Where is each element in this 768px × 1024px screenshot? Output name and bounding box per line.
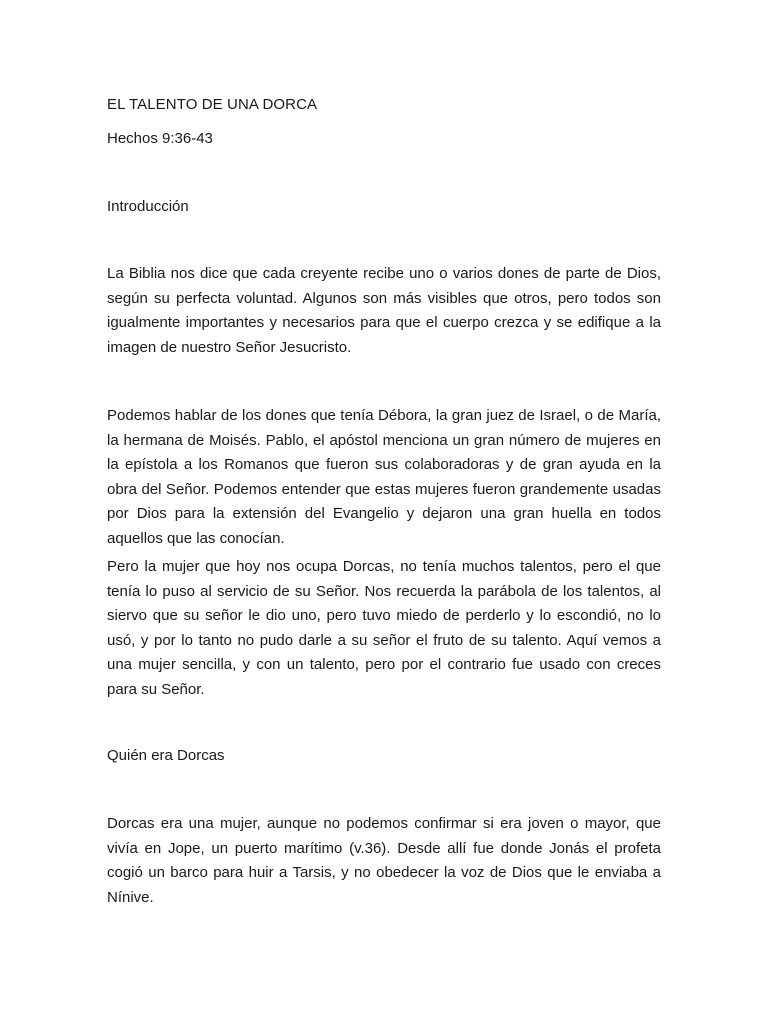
paragraph: Dorcas era una mujer, aunque no podemos confirmar si era joven o mayor, que vivía en Jope, un puerto marítimo (v.36). Desde allí fue donde Jonás el profeta cogió un barco para huir a Tarsis, y no obedecer la voz de Dios que le enviaba a Nínive. xyxy=(107,815,661,906)
document-title: EL TALENTO DE UNA DORCA xyxy=(107,96,318,113)
paragraph: La Biblia nos dice que cada creyente recibe uno o varios dones de parte de Dios, según su perfecta voluntad. Algunos son más visibles que otros, pero todos son igualmente importantes y necesarios para que el cuerpo crezca y se edifique a la imagen de nuestro Señor Jesucristo. xyxy=(107,265,661,356)
section-heading-introduccion: Introducción xyxy=(107,198,189,215)
section-heading-quien-era-dorcas: Quién era Dorcas xyxy=(107,747,225,764)
paragraph: Podemos hablar de los dones que tenía Débora, la gran juez de Israel, o de María, la hermana de Moisés. Pablo, el apóstol menciona un gran número de mujeres en la epístola a los Romanos que fueron sus colaboradoras y de gran ayuda en la obra del Señor. Podemos entender que estas mujeres fueron grandemente usadas por Dios para la extensión del Evangelio y dejaron una gran huella en todos aquellos que las conocían. xyxy=(107,407,661,547)
scripture-reference: Hechos 9:36-43 xyxy=(107,130,213,147)
paragraph: Pero la mujer que hoy nos ocupa Dorcas, no tenía muchos talentos, pero el que tenía lo puso al servicio de su Señor. Nos recuerda la parábola de los talentos, al siervo que su señor le dio uno, pero tuvo miedo de perderlo y lo escondió, no lo usó, y por lo tanto no pudo darle a su señor el fruto de su talento. Aquí vemos a una mujer sencilla, y con un talento, pero por el contrario fue usado con creces para su Señor. xyxy=(107,558,661,698)
